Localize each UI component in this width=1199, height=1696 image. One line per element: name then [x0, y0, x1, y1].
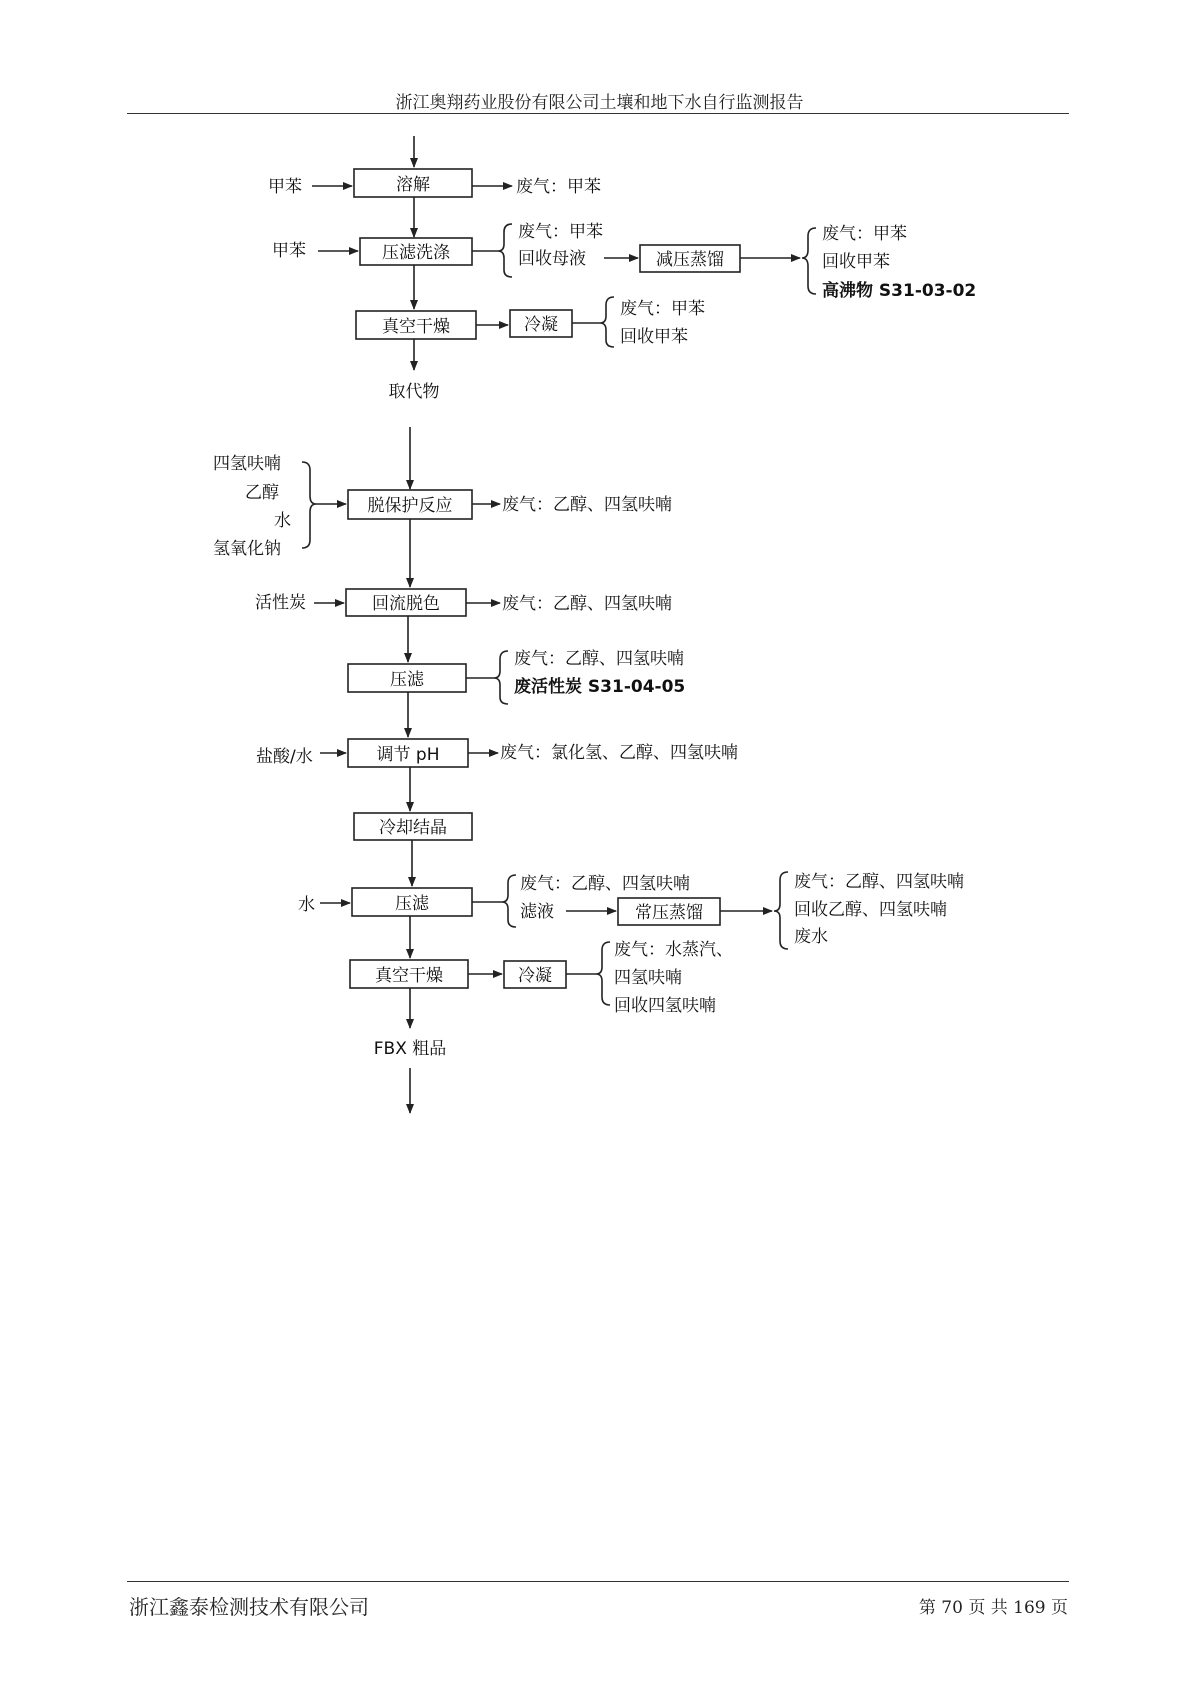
process-label: 回流脱色 — [372, 594, 440, 614]
page-total: 169 — [1013, 1598, 1046, 1618]
product-label: FBX 粗品 — [373, 1039, 447, 1059]
footer-divider — [127, 1581, 1069, 1582]
page-suffix: 页 — [1051, 1598, 1068, 1618]
report-title: 浙江奥翔药业股份有限公司土壤和地下水自行监测报告 — [395, 93, 804, 113]
output-label: 废气：氯化氢、乙醇、四氢呋喃 — [500, 743, 738, 763]
split-brace — [596, 942, 610, 1005]
output-label: 废气：乙醇、四氢呋喃 — [794, 872, 964, 892]
process-label: 真空干燥 — [375, 966, 443, 986]
page-number — [919, 1593, 1068, 1618]
page-mid: 页 共 — [968, 1598, 1008, 1618]
output-label: 回收甲苯 — [822, 252, 890, 272]
input-label: 活性炭 — [255, 593, 306, 613]
output-label: 回收母液 — [518, 249, 586, 269]
page-current: 70 — [941, 1598, 963, 1618]
process-label: 调节 pH — [376, 745, 440, 765]
merge-brace — [302, 462, 316, 548]
input-label: 氢氧化钠 — [213, 539, 281, 559]
output-label: 废气：甲苯 — [516, 177, 601, 197]
split-brace — [502, 875, 516, 927]
input-label: 乙醇 — [245, 483, 279, 503]
split-brace — [774, 872, 788, 949]
process-label: 溶解 — [396, 175, 430, 195]
output-label: 废气：甲苯 — [518, 222, 603, 242]
process-label: 冷却结晶 — [379, 818, 447, 838]
input-label: 甲苯 — [268, 177, 302, 197]
split-brace — [498, 224, 512, 277]
footer-company: 浙江鑫泰检测技术有限公司 — [129, 1595, 369, 1619]
output-label: 四氢呋喃 — [614, 968, 682, 988]
input-label: 四氢呋喃 — [213, 454, 281, 474]
output-label: 废气：乙醇、四氢呋喃 — [514, 649, 684, 669]
input-label: 水 — [298, 895, 315, 915]
split-brace — [802, 228, 816, 294]
output-label: 废气：乙醇、四氢呋喃 — [502, 495, 672, 515]
process-label: 常压蒸馏 — [635, 903, 703, 923]
input-label: 盐酸/水 — [256, 747, 313, 767]
output-label: 回收四氢呋喃 — [614, 996, 716, 1016]
input-label: 甲苯 — [272, 241, 306, 261]
process-label: 冷凝 — [524, 315, 558, 335]
output-label: 滤液 — [520, 902, 554, 922]
process-label: 压滤 — [395, 894, 429, 914]
process-label: 冷凝 — [518, 966, 552, 986]
page-prefix: 第 — [918, 1598, 936, 1618]
process-label: 压滤洗涤 — [382, 243, 450, 263]
input-label: 水 — [274, 511, 291, 531]
output-label: 回收甲苯 — [620, 327, 688, 347]
process-label: 脱保护反应 — [367, 496, 453, 516]
output-label: 废气：甲苯 — [822, 224, 907, 244]
product-label: 取代物 — [388, 382, 440, 402]
output-label: 废水 — [794, 927, 828, 947]
process-label: 压滤 — [390, 670, 424, 690]
output-label: 废气：水蒸汽、 — [614, 940, 733, 960]
waste-code-label: 高沸物 S31-03-02 — [822, 281, 977, 301]
waste-code-label: 废活性炭 S31-04-05 — [514, 677, 686, 697]
output-label: 废气：乙醇、四氢呋喃 — [520, 874, 690, 894]
output-label: 回收乙醇、四氢呋喃 — [794, 900, 947, 920]
output-label: 废气：甲苯 — [620, 299, 705, 319]
process-label: 真空干燥 — [382, 317, 450, 337]
process-label: 减压蒸馏 — [656, 250, 724, 270]
split-brace — [600, 297, 614, 347]
split-brace — [494, 651, 508, 704]
output-label: 废气：乙醇、四氢呋喃 — [502, 594, 672, 614]
